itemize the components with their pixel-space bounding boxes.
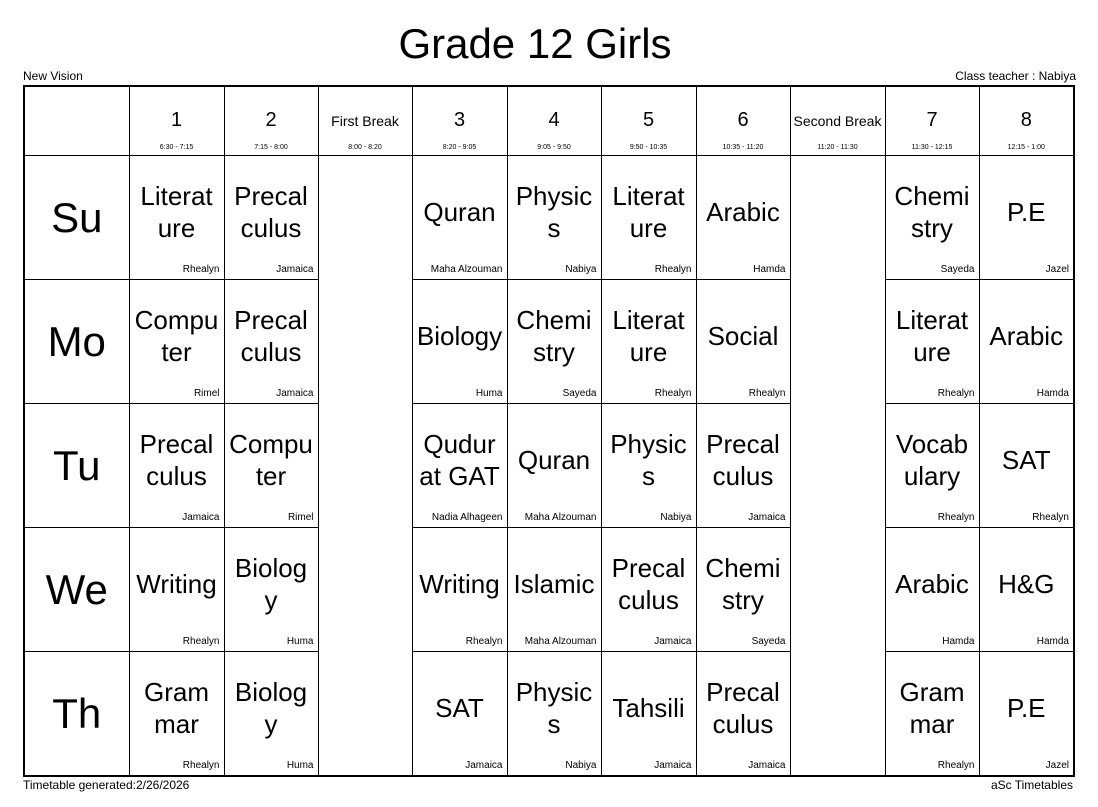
lesson-teacher: Rhealyn	[182, 636, 220, 647]
lesson-cell	[224, 528, 318, 652]
lesson-teacher: Rhealyn	[182, 760, 220, 771]
lesson-subject: Social	[707, 320, 779, 351]
lesson-cell	[412, 404, 507, 528]
lesson-cell	[979, 652, 1074, 777]
day-label: We	[24, 528, 129, 652]
lesson-teacher: Rhealyn	[748, 388, 786, 399]
lesson-cell	[885, 156, 979, 280]
lesson-subject: Computer	[134, 304, 219, 367]
period-header	[507, 86, 601, 156]
lesson-teacher: Rhealyn	[937, 512, 975, 523]
lesson-subject: SAT	[1001, 444, 1051, 475]
lesson-cell	[412, 280, 507, 404]
period-header	[885, 86, 979, 156]
lesson-subject: Quran	[517, 444, 591, 475]
lesson-teacher: Huma	[286, 760, 314, 771]
lesson-cell	[979, 404, 1074, 528]
lesson-cell	[696, 528, 790, 652]
lesson-teacher: Sayeda	[751, 636, 786, 647]
lesson-teacher: Nabiya	[565, 264, 597, 275]
period-time: 11:30 - 12:15	[911, 144, 953, 151]
lesson-subject: Literature	[612, 304, 685, 367]
lesson-cell	[885, 528, 979, 652]
lesson-subject: Tahsili	[612, 692, 685, 723]
lesson-teacher: Sayeda	[562, 388, 597, 399]
generated-date: Timetable generated:2/26/2026	[23, 778, 190, 792]
break-column-cell	[318, 156, 412, 777]
period-label: 3	[453, 109, 466, 131]
lesson-subject: Writing	[136, 568, 217, 599]
lesson-subject: Islamic	[513, 568, 595, 599]
period-label: First Break	[331, 113, 399, 129]
lesson-cell	[885, 652, 979, 777]
lesson-subject: H&G	[998, 568, 1055, 599]
lesson-teacher: Rhealyn	[937, 388, 975, 399]
period-time: 11:20 - 11:30	[817, 144, 858, 151]
lesson-teacher: Maha Alzouman	[524, 636, 597, 647]
lesson-teacher: Jamaica	[748, 760, 786, 771]
lesson-subject: Precalculus	[611, 552, 686, 615]
timetable	[23, 85, 1075, 777]
period-header	[601, 86, 696, 156]
lesson-teacher: Rhealyn	[1032, 512, 1069, 523]
lesson-subject: Literature	[895, 304, 969, 367]
lesson-teacher: Rimel	[193, 388, 220, 399]
lesson-cell	[979, 528, 1074, 652]
lesson-cell	[601, 156, 696, 280]
lesson-subject: Quran	[423, 196, 496, 227]
lesson-cell	[129, 404, 224, 528]
lesson-teacher: Rhealyn	[182, 264, 220, 275]
day-label: Mo	[24, 280, 129, 404]
period-label: 2	[265, 109, 277, 131]
period-time: 7:15 - 8:00	[254, 144, 288, 151]
lesson-teacher: Nabiya	[660, 512, 692, 523]
lesson-teacher: Jamaica	[276, 388, 314, 399]
lesson-subject: Writing	[419, 568, 500, 599]
lesson-teacher: Rhealyn	[937, 760, 975, 771]
period-time: 9:50 - 10:35	[629, 144, 668, 151]
day-label: Tu	[24, 404, 129, 528]
lesson-cell	[507, 156, 601, 280]
day-row	[24, 404, 1074, 528]
corner-cell	[24, 86, 129, 156]
lesson-cell	[507, 404, 601, 528]
day-label: Su	[24, 156, 129, 280]
school-name: New Vision	[23, 69, 83, 83]
lesson-teacher: Jamaica	[748, 512, 786, 523]
lesson-cell	[601, 652, 696, 777]
lesson-cell	[696, 280, 790, 404]
lesson-teacher: Rhealyn	[654, 264, 692, 275]
lesson-subject: Biology	[234, 676, 308, 739]
lesson-cell	[224, 652, 318, 777]
period-time: 8:20 - 9:05	[442, 144, 477, 151]
lesson-cell	[979, 156, 1074, 280]
lesson-subject: Literature	[140, 180, 213, 243]
lesson-subject: Qudurat GAT	[419, 428, 500, 491]
period-label: 8	[1020, 109, 1032, 131]
period-label: 5	[642, 109, 655, 131]
period-time: 8:00 - 8:20	[348, 144, 382, 151]
lesson-subject: Computer	[229, 428, 313, 491]
lesson-teacher: Hamda	[1036, 388, 1069, 399]
lesson-subject: Precalculus	[706, 428, 780, 491]
lesson-subject: Vocabulary	[895, 428, 969, 491]
lesson-cell	[601, 280, 696, 404]
lesson-teacher: Jamaica	[182, 512, 220, 523]
lesson-cell	[696, 156, 790, 280]
lesson-cell	[601, 528, 696, 652]
lesson-cell	[885, 404, 979, 528]
lesson-teacher: Hamda	[942, 636, 975, 647]
lesson-subject: Chemistry	[894, 180, 970, 243]
lesson-cell	[601, 404, 696, 528]
lesson-cell	[224, 280, 318, 404]
lesson-cell	[979, 280, 1074, 404]
period-label: 1	[170, 109, 183, 131]
period-time: 10:35 - 11:20	[722, 144, 764, 151]
lesson-teacher: Jamaica	[276, 264, 314, 275]
lesson-cell	[885, 280, 979, 404]
lesson-cell	[412, 652, 507, 777]
lesson-subject: Literature	[612, 180, 685, 243]
lesson-cell	[696, 404, 790, 528]
lesson-subject: Arabic	[895, 568, 969, 599]
lesson-teacher: Nadia Alhageen	[431, 512, 503, 523]
period-header	[412, 86, 507, 156]
page-title: Grade 12 Girls	[398, 20, 672, 67]
lesson-cell	[507, 528, 601, 652]
period-time: 9:05 - 9:50	[537, 144, 571, 151]
break-column-cell	[790, 156, 885, 777]
day-label: Th	[24, 652, 129, 777]
day-row	[24, 652, 1074, 777]
period-header	[129, 86, 224, 156]
break-header	[790, 86, 885, 156]
lesson-subject: Chemistry	[516, 304, 592, 367]
lesson-teacher: Maha Alzouman	[430, 264, 503, 275]
lesson-cell	[412, 528, 507, 652]
lesson-subject: Biology	[234, 552, 308, 615]
lesson-teacher: Jamaica	[465, 760, 503, 771]
period-header	[224, 86, 318, 156]
lesson-subject: P.E	[1006, 692, 1046, 723]
lesson-cell	[507, 280, 601, 404]
lesson-subject: Precalculus	[234, 304, 308, 367]
lesson-subject: P.E	[1006, 196, 1046, 227]
period-header	[979, 86, 1074, 156]
lesson-teacher: Jazel	[1045, 264, 1069, 275]
period-header-row	[24, 86, 1074, 156]
lesson-teacher: Huma	[475, 388, 503, 399]
lesson-teacher: Hamda	[753, 264, 786, 275]
day-row	[24, 280, 1074, 404]
lesson-teacher: Huma	[286, 636, 314, 647]
lesson-cell	[224, 404, 318, 528]
break-header	[318, 86, 412, 156]
lesson-subject: Arabic	[989, 320, 1064, 351]
day-row	[24, 528, 1074, 652]
lesson-cell	[507, 652, 601, 777]
period-label: Second Break	[793, 113, 882, 129]
lesson-teacher: Nabiya	[565, 760, 597, 771]
lesson-cell	[129, 528, 224, 652]
lesson-teacher: Maha Alzouman	[524, 512, 597, 523]
lesson-cell	[129, 280, 224, 404]
lesson-teacher: Hamda	[1036, 636, 1069, 647]
period-label: 4	[548, 109, 560, 131]
lesson-teacher: Jamaica	[654, 636, 692, 647]
lesson-subject: Physics	[515, 676, 593, 739]
lesson-teacher: Rimel	[287, 512, 314, 523]
lesson-cell	[129, 652, 224, 777]
lesson-subject: Precalculus	[234, 180, 308, 243]
lesson-subject: Grammar	[899, 676, 965, 739]
lesson-cell	[412, 156, 507, 280]
period-header	[696, 86, 790, 156]
lesson-subject: Chemistry	[705, 552, 781, 615]
day-row	[24, 156, 1074, 280]
lesson-cell	[224, 156, 318, 280]
lesson-subject: Grammar	[144, 676, 209, 739]
lesson-subject: Precalculus	[139, 428, 214, 491]
lesson-teacher: Sayeda	[940, 264, 975, 275]
lesson-subject: SAT	[435, 692, 484, 723]
lesson-teacher: Jamaica	[654, 760, 692, 771]
lesson-teacher: Rhealyn	[654, 388, 692, 399]
period-label: 6	[737, 109, 749, 131]
period-time: 6:30 - 7:15	[159, 144, 194, 151]
lesson-subject: Arabic	[706, 196, 780, 227]
class-teacher: Class teacher : Nabiya	[955, 69, 1076, 83]
period-time: 12:15 - 1:00	[1007, 144, 1045, 151]
lesson-teacher: Jazel	[1045, 760, 1069, 771]
lesson-subject: Biology	[416, 320, 503, 351]
software-credit: aSc Timetables	[990, 778, 1073, 792]
lesson-cell	[696, 652, 790, 777]
lesson-subject: Physics	[515, 180, 593, 243]
period-label: 7	[926, 109, 938, 131]
lesson-subject: Precalculus	[706, 676, 780, 739]
lesson-cell	[129, 156, 224, 280]
lesson-subject: Physics	[610, 428, 687, 491]
lesson-teacher: Rhealyn	[465, 636, 503, 647]
